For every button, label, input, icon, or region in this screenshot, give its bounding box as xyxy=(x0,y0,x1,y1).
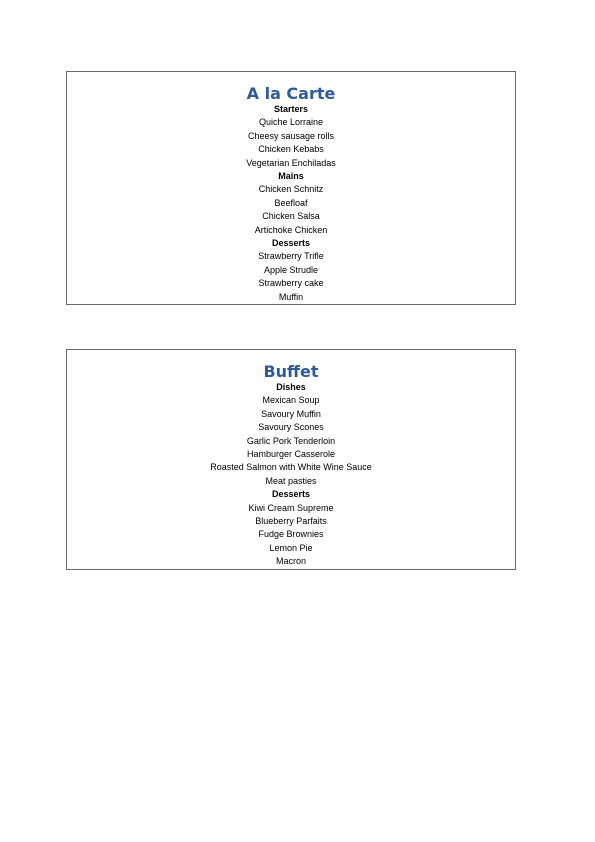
menu-item: Chicken Schnitz xyxy=(258,184,324,195)
menu-item: Macron xyxy=(275,556,306,567)
menu-item: Blueberry Parfaits xyxy=(255,516,327,527)
section-heading-desserts: Desserts xyxy=(271,489,311,500)
buffet-menu-box xyxy=(66,349,516,570)
menu-item: Apple Strudle xyxy=(263,264,319,275)
section-heading-mains: Mains xyxy=(278,171,304,182)
menu-item: Strawberry Trifle xyxy=(258,251,324,262)
menu-item: Hamburger Casserole xyxy=(246,449,336,460)
alacarte-menu-box xyxy=(66,71,516,305)
menu-sections xyxy=(67,381,515,569)
menu-item-list xyxy=(67,250,515,304)
menu-item: Savoury Scones xyxy=(258,422,324,433)
menu-item: Quiche Lorraine xyxy=(258,117,324,128)
menu-item-list xyxy=(67,116,515,170)
menu-item: Vegetarian Enchiladas xyxy=(246,157,336,168)
section-heading-desserts: Desserts xyxy=(271,238,311,249)
menu-item-list xyxy=(67,502,515,569)
section-heading-dishes: Dishes xyxy=(276,382,306,392)
menu-item: Beefloaf xyxy=(274,197,308,208)
menu-item-list xyxy=(67,394,515,488)
menu-item: Meat pasties xyxy=(265,475,317,486)
menu-item: Lemon Pie xyxy=(269,542,313,553)
menu-sections xyxy=(67,103,515,304)
menu-item: Muffin xyxy=(278,291,304,302)
menu-title: Buffet xyxy=(263,362,319,381)
menu-item: Cheesy sausage rolls xyxy=(247,130,335,141)
menu-item: Artichoke Chicken xyxy=(254,224,328,235)
menu-item: Chicken Kebabs xyxy=(258,144,324,155)
section-heading-starters: Starters xyxy=(273,104,309,114)
menu-item: Savoury Muffin xyxy=(261,408,321,419)
menu-item: Fudge Brownies xyxy=(258,529,324,540)
menu-item: Roasted Salmon with White Wine Sauce xyxy=(210,462,372,473)
menu-item: Kiwi Cream Supreme xyxy=(248,502,334,513)
menu-item: Chicken Salsa xyxy=(262,211,320,222)
menu-item-list xyxy=(67,183,515,237)
menu-title: A la Carte xyxy=(246,84,336,103)
menu-item: Garlic Pork Tenderloin xyxy=(246,435,336,446)
menu-item: Mexican Soup xyxy=(262,395,320,406)
menu-item: Strawberry cake xyxy=(258,278,324,289)
